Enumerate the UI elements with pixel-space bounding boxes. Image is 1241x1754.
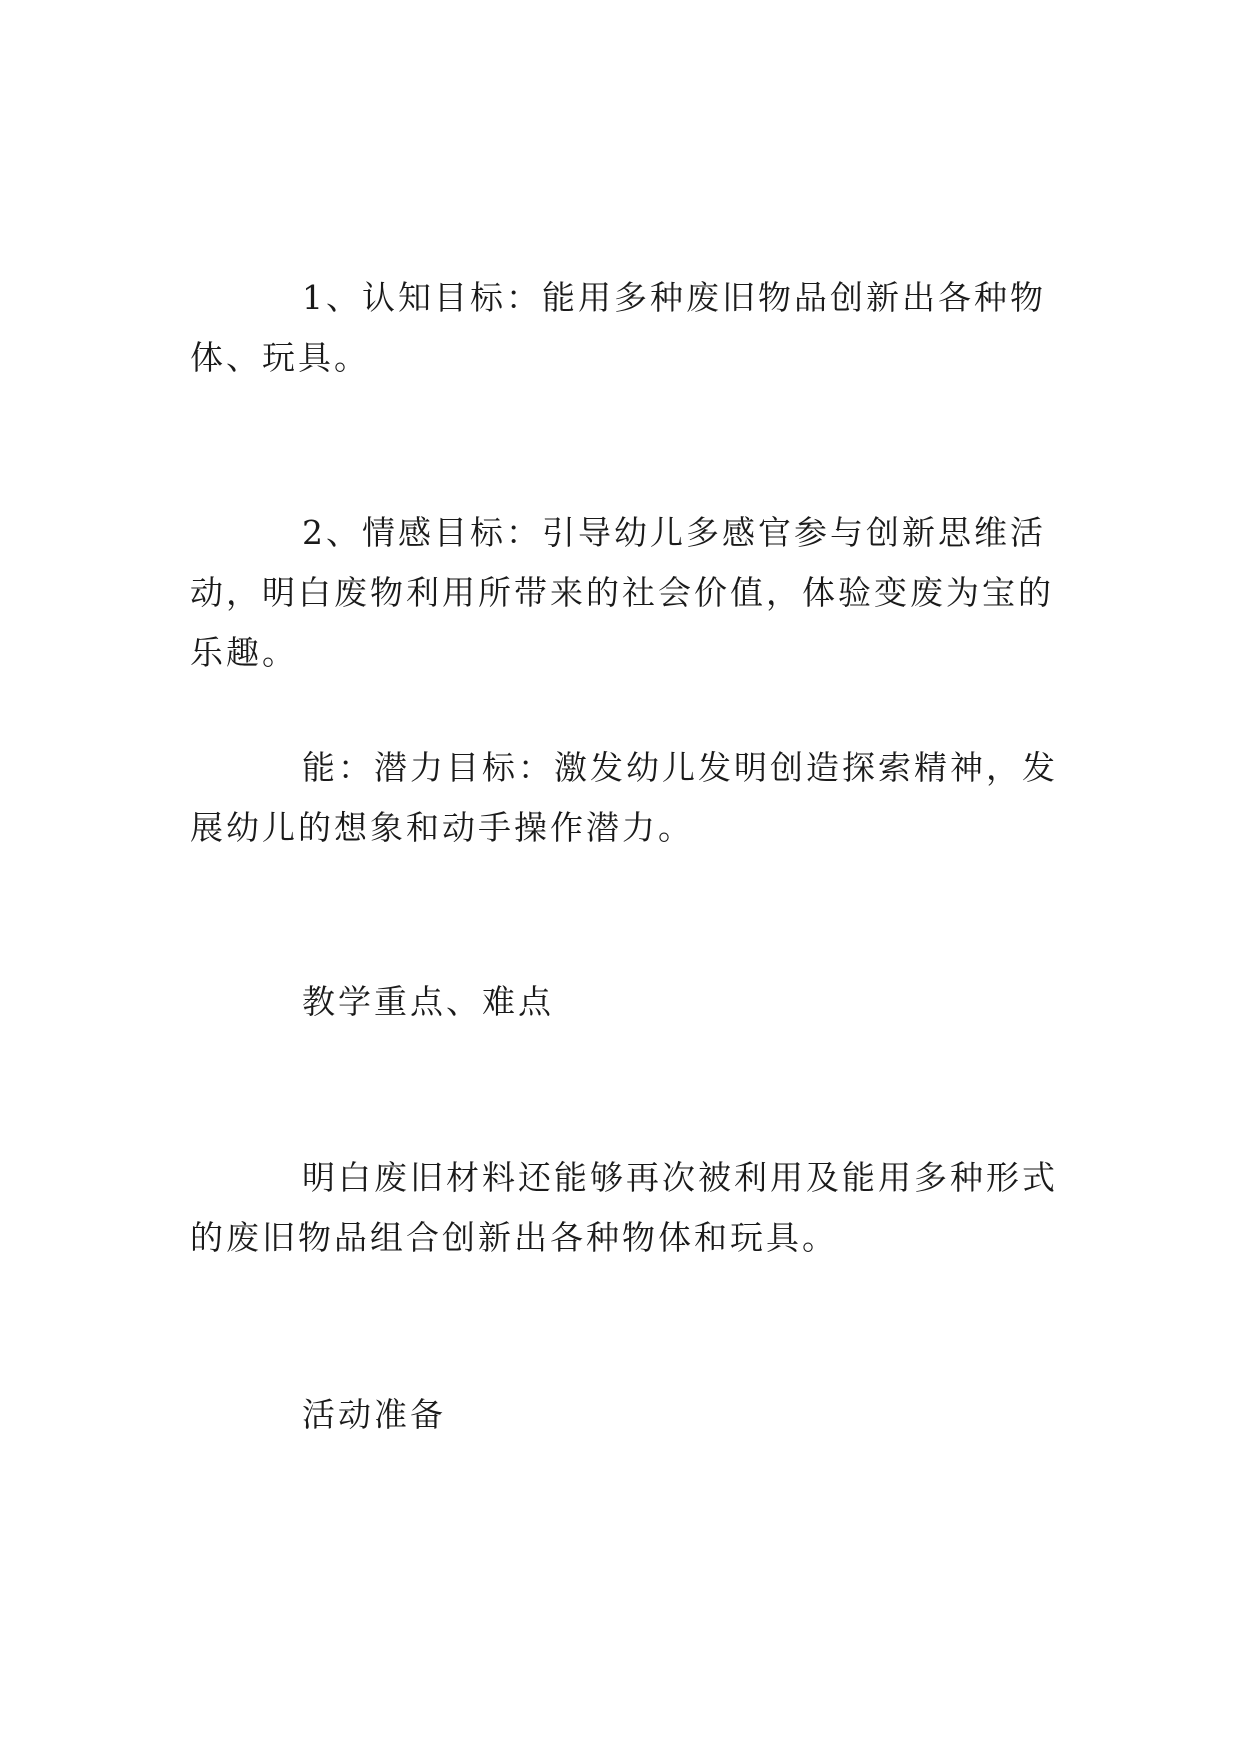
paragraph-emotional-goal: 2、情感目标：引导幼儿多感官参与创新思维活动，明白废物利用所带来的社会价值，体验变废为宝的乐趣。: [190, 513, 1054, 672]
paragraph-key-points: 明白废旧材料还能够再次被利用及能用多种形式的废旧物品组合创新出各种物体和玩具。: [190, 1158, 1058, 1257]
heading-activity-preparation: 活动准备: [302, 1395, 446, 1434]
paragraph-ability-goal: 能：潜力目标：激发幼儿发明创造探索精神，发展幼儿的想象和动手操作潜力。: [190, 748, 1058, 847]
heading-key-difficult-points: 教学重点、难点: [302, 982, 554, 1021]
paragraph-cognitive-goal: 1、认知目标：能用多种废旧物品创新出各种物体、玩具。: [190, 278, 1046, 377]
